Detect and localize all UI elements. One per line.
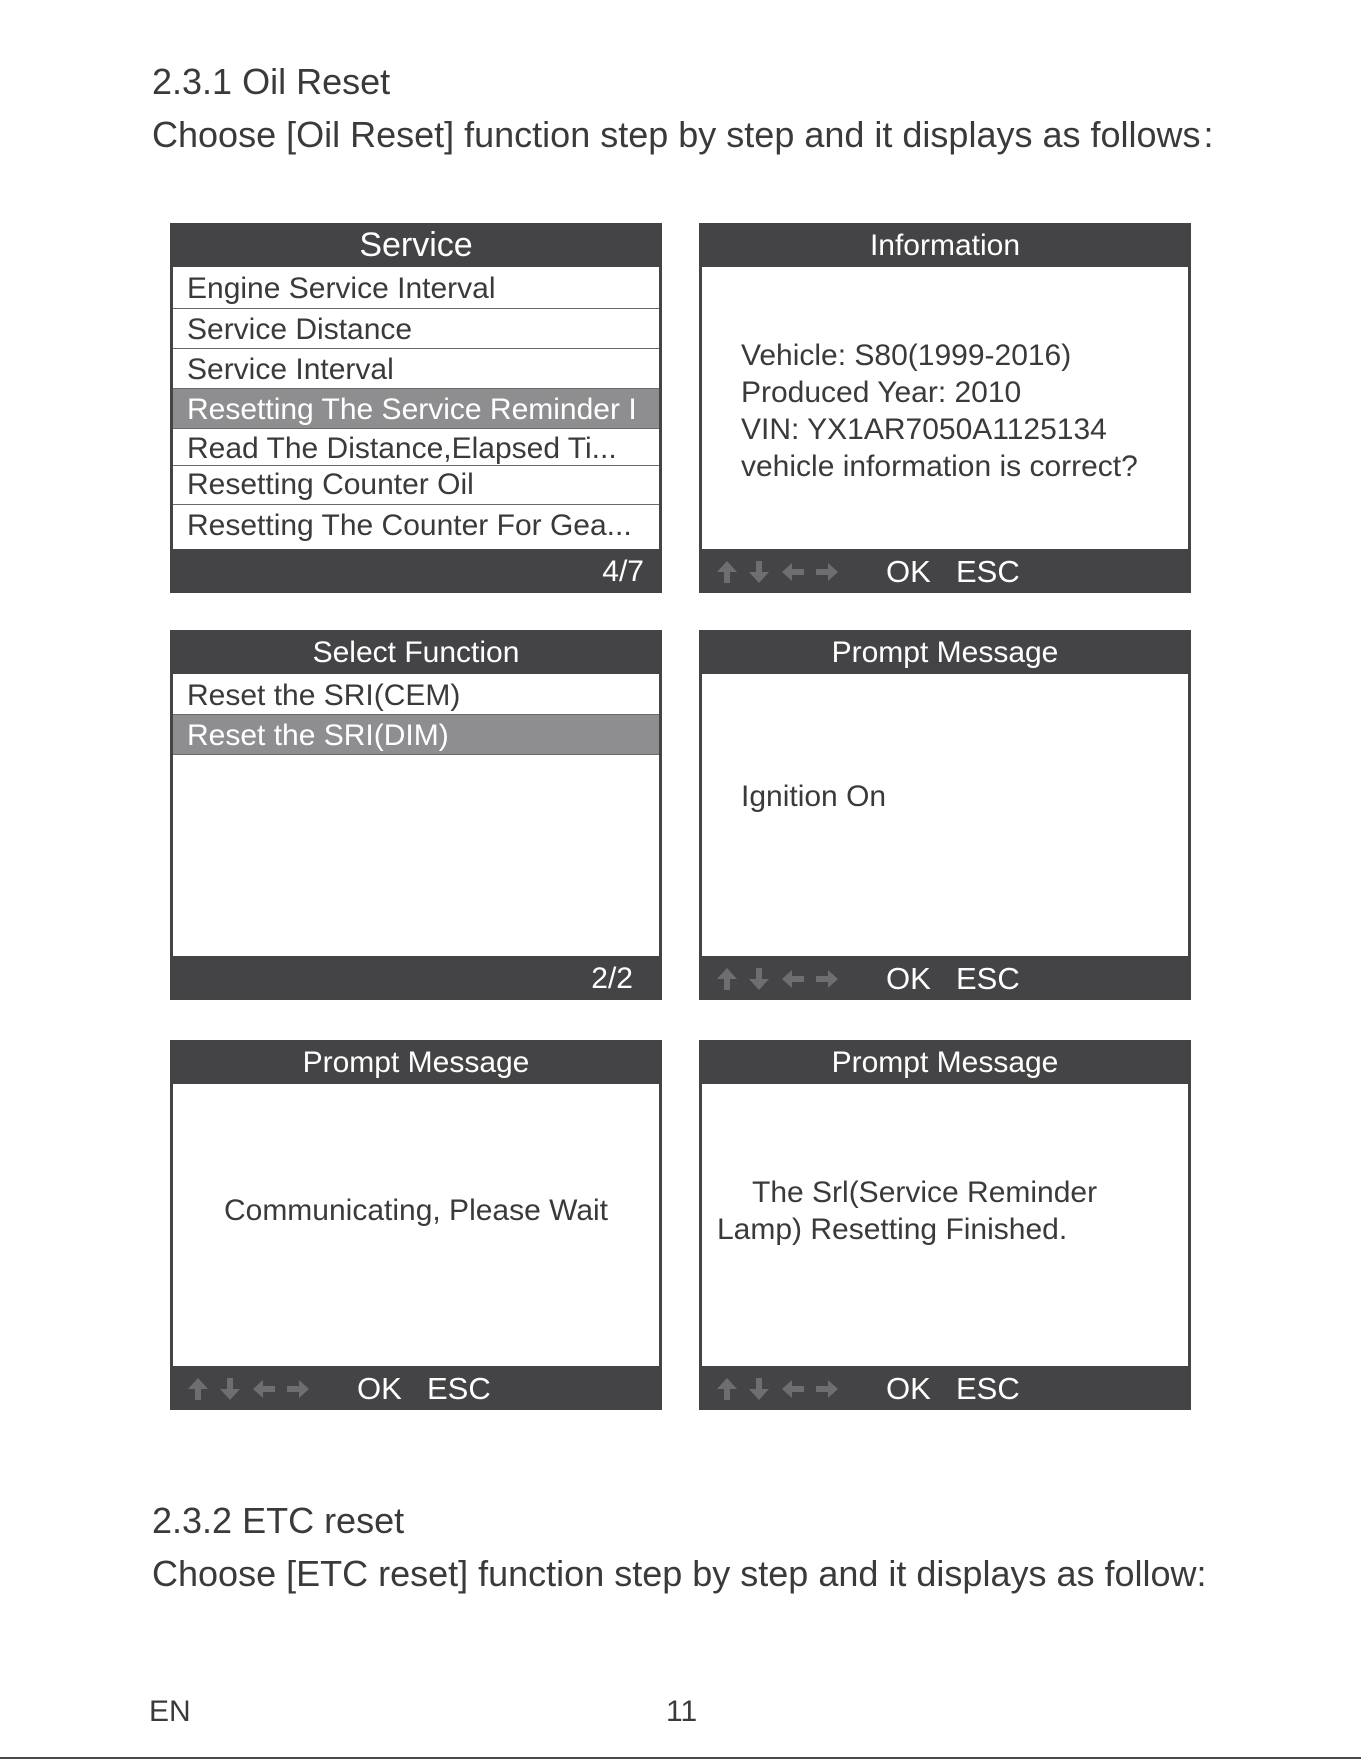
screen-footer — [699, 549, 1191, 593]
esc-button[interactable]: ESC — [956, 554, 1020, 589]
service-screen — [170, 223, 662, 593]
prompt-message-line-1: The Srl(Service Reminder — [752, 1176, 1098, 1209]
menu-item-resetting-counter-oil[interactable]: Resetting Counter Oil — [173, 466, 659, 505]
vin-line: VIN: YX1AR7050A1125134 — [741, 413, 1107, 446]
arrow-up-icon[interactable] — [713, 966, 741, 992]
section-heading-etc-reset: 2.3.2 ETC reset — [152, 1500, 405, 1541]
ok-button[interactable]: OK — [886, 961, 931, 996]
nav-arrows — [184, 1376, 324, 1402]
arrow-left-icon[interactable] — [779, 966, 807, 992]
menu-item-service-interval[interactable]: Service Interval — [173, 349, 659, 389]
screen-title: Select Function — [312, 636, 520, 669]
arrow-right-icon[interactable] — [813, 559, 841, 585]
menu-item-read-distance[interactable]: Read The Distance,Elapsed Ti... — [173, 429, 659, 466]
nav-arrows — [713, 1376, 853, 1402]
screen-footer — [699, 1366, 1191, 1410]
ok-button[interactable]: OK — [357, 1371, 402, 1406]
information-body — [702, 267, 1188, 549]
arrow-left-icon[interactable] — [779, 1376, 807, 1402]
screen-title: Prompt Message — [831, 636, 1059, 669]
vehicle-line: Vehicle: S80(1999-2016) — [741, 339, 1072, 372]
prompt-body — [702, 1084, 1188, 1366]
menu-item-resetting-counter-gear[interactable]: Resetting The Counter For Gea... — [187, 509, 632, 542]
arrow-up-icon[interactable] — [713, 1376, 741, 1402]
arrow-down-icon[interactable] — [745, 966, 773, 992]
arrow-up-icon[interactable] — [713, 559, 741, 585]
menu-item-engine-service-interval[interactable]: Engine Service Interval — [173, 267, 659, 309]
menu-item-service-distance[interactable]: Service Distance — [173, 309, 659, 349]
page-indicator: 4/7 — [602, 555, 644, 588]
arrow-left-icon[interactable] — [250, 1376, 278, 1402]
information-screen — [699, 223, 1191, 593]
esc-button[interactable]: ESC — [956, 961, 1020, 996]
prompt-finished-screen — [699, 1040, 1191, 1410]
esc-button[interactable]: ESC — [956, 1371, 1020, 1406]
screen-title: Information — [869, 229, 1021, 262]
prompt-wait-screen — [170, 1040, 662, 1410]
prompt-body — [702, 674, 1188, 956]
nav-arrows — [713, 559, 853, 585]
service-menu — [173, 267, 659, 549]
bottom-rule — [0, 1757, 1361, 1759]
page-indicator: 2/2 — [591, 962, 633, 995]
arrow-up-icon[interactable] — [184, 1376, 212, 1402]
screen-footer — [170, 1366, 662, 1410]
screen-title: Prompt Message — [831, 1046, 1059, 1079]
prompt-message: Communicating, Please Wait — [223, 1194, 609, 1227]
screen-footer — [170, 956, 662, 1000]
language-label: EN — [149, 1695, 191, 1728]
screen-footer — [170, 549, 662, 593]
ok-button[interactable]: OK — [886, 554, 931, 589]
confirm-question-line: vehicle information is correct? — [741, 450, 1138, 483]
page-number: 11 — [666, 1695, 698, 1728]
esc-button[interactable]: ESC — [427, 1371, 491, 1406]
prompt-message: Ignition On — [741, 780, 887, 813]
ok-button[interactable]: OK — [886, 1371, 931, 1406]
prompt-message-line-2: Lamp) Resetting Finished. — [717, 1213, 1068, 1246]
menu-item-reset-sri-dim[interactable]: Reset the SRI(DIM) — [173, 715, 659, 755]
arrow-right-icon[interactable] — [284, 1376, 312, 1402]
arrow-right-icon[interactable] — [813, 966, 841, 992]
section-intro-etc-reset: Choose [ETC reset] function step by step and it displays as follow: — [152, 1553, 1207, 1594]
screen-title: Service — [359, 226, 473, 264]
section-intro-oil-reset: Choose [Oil Reset] function step by step and it displays as follows : — [152, 114, 1214, 155]
arrow-left-icon[interactable] — [779, 559, 807, 585]
arrow-down-icon[interactable] — [745, 1376, 773, 1402]
arrow-down-icon[interactable] — [216, 1376, 244, 1402]
screen-footer — [699, 956, 1191, 1000]
arrow-down-icon[interactable] — [745, 559, 773, 585]
menu-item-resetting-service-reminder[interactable]: Resetting The Service Reminder I — [173, 389, 659, 429]
arrow-right-icon[interactable] — [813, 1376, 841, 1402]
select-function-screen — [170, 630, 662, 1000]
section-heading-oil-reset: 2.3.1 Oil Reset — [152, 61, 391, 102]
prompt-ignition-screen — [699, 630, 1191, 1000]
menu-item-reset-sri-cem[interactable]: Reset the SRI(CEM) — [173, 674, 659, 715]
prompt-body — [173, 1084, 659, 1366]
produced-year-line: Produced Year: 2010 — [741, 376, 1022, 409]
select-function-menu — [173, 674, 659, 956]
nav-arrows — [713, 966, 853, 992]
screen-title: Prompt Message — [302, 1046, 530, 1079]
